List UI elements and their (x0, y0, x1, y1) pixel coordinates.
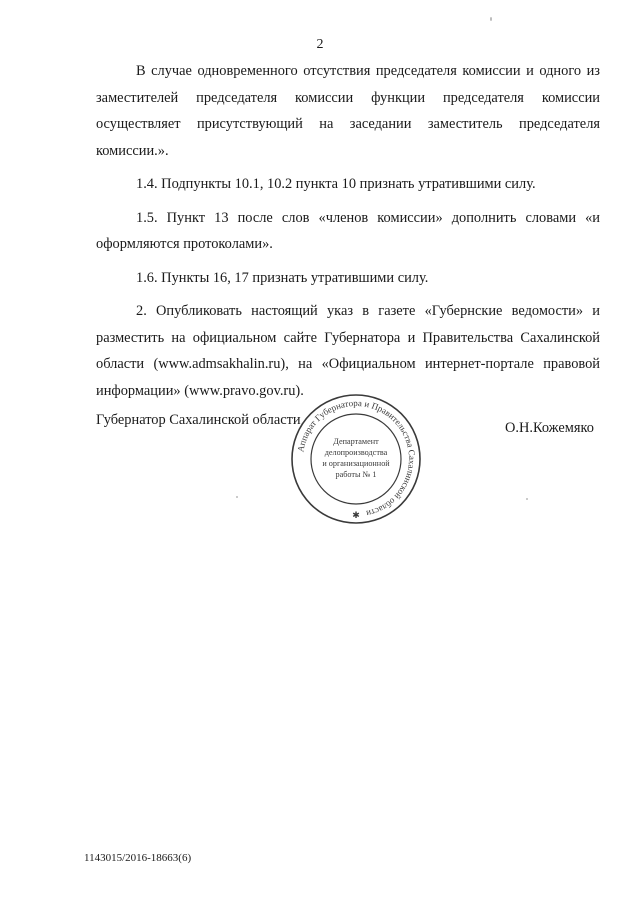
scan-speck (236, 496, 238, 498)
scan-speck (490, 17, 492, 21)
paragraph: 1.5. Пункт 13 после слов «членов комиссии» дополнить словами «и оформляются протоколами». (96, 209, 600, 252)
signatory-position: Губернатор Сахалинской области (96, 412, 301, 428)
paragraph: 1.4. Подпункты 10.1, 10.2 пункта 10 признать утратившими силу. (136, 176, 536, 192)
seal-center-line: работы № 1 (335, 470, 377, 479)
seal-ring-text: Аппарат Губернатора и Правительства Сахалинской области (295, 397, 418, 519)
seal-star: ✱ (352, 510, 360, 520)
seal-center-line: и организационной (322, 459, 390, 468)
signatory-name: О.Н.Кожемяко (504, 420, 594, 436)
document-body (96, 58, 600, 411)
seal-center-line: Департамент (333, 437, 379, 446)
official-seal (289, 392, 423, 526)
seal-center-line: делопроизводства (324, 448, 388, 457)
document-code: 1143015/2016-18663(6) (84, 852, 192, 864)
page-number: 2 (316, 37, 324, 52)
paragraph: 1.6. Пункты 16, 17 признать утратившими силу. (136, 269, 429, 286)
paragraph: 2. Опубликовать настоящий указ в газете «Губернские ведомости» и разместить на официальном сайте Губернатора и Правительства Сахалинской области (www.admsakhalin.ru), на «Официальном интернет-портале правовой информации» (www.pravo.gov.ru). (96, 303, 600, 399)
scan-speck (526, 498, 528, 500)
paragraph: В случае одновременного отсутствия председателя комиссии и одного из заместителей председателя комиссии функции председателя комиссии осуществляет присутствующий на заседании заместитель председателя комиссии.». (96, 63, 600, 159)
